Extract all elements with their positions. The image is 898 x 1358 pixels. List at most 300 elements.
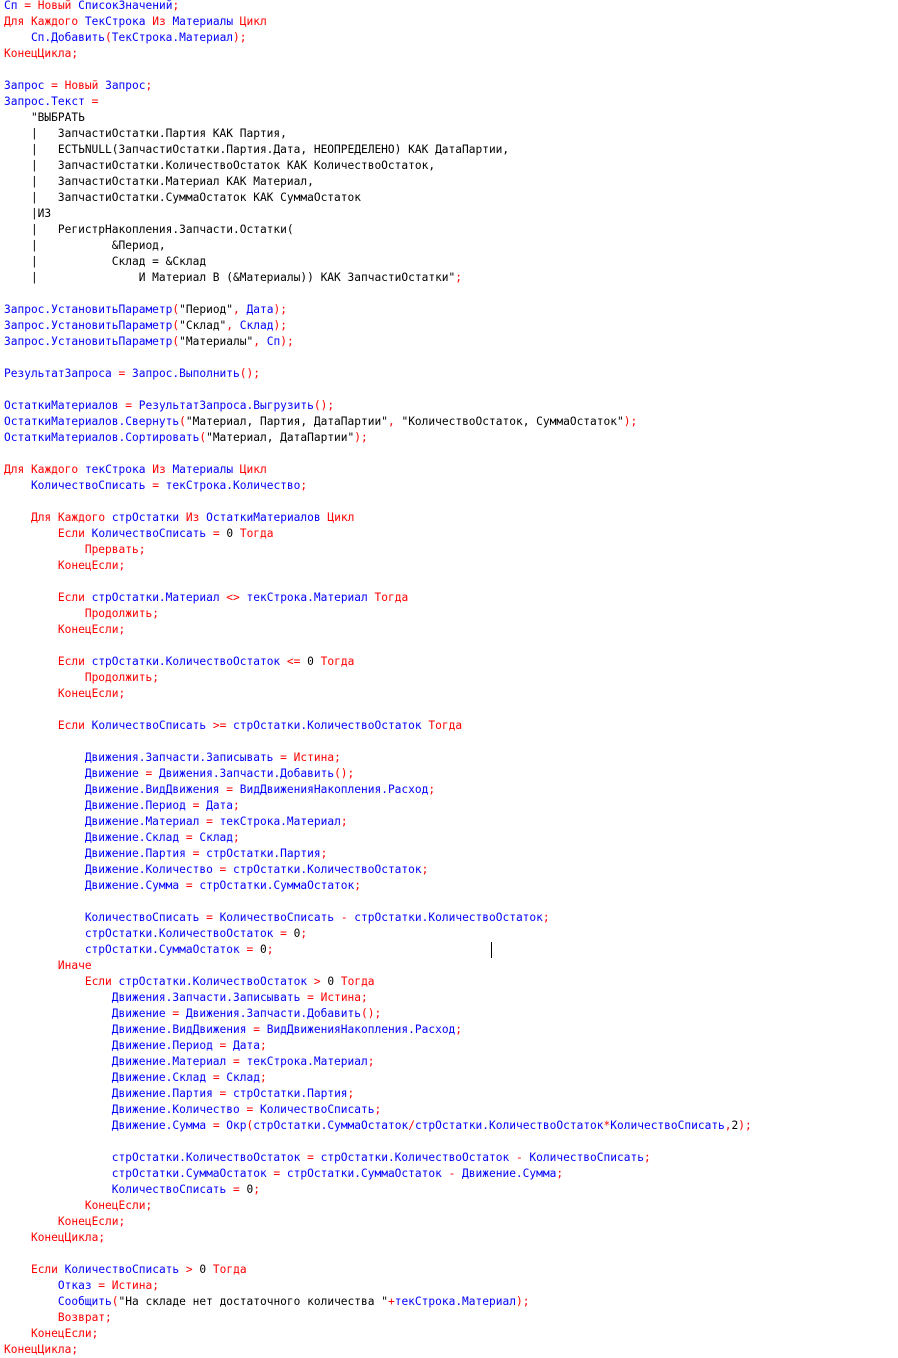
code-token: КоличествоСписать [4,911,207,924]
code-line [4,222,294,238]
code-token: ; [253,1183,261,1196]
code-token: стрОстатки.СуммаОстаток [4,943,247,956]
code-token: КоличествоСписать [212,911,341,924]
code-token: Если [57,591,85,604]
code-line [4,622,125,638]
code-token: КонецЦикла [4,1343,72,1356]
code-line [4,238,166,254]
code-token: стрОстатки.Материал [84,591,227,604]
code-token: КоличествоСписать [57,1263,186,1276]
code-token [31,0,38,12]
code-token: Сп [4,0,18,12]
code-token: , [387,415,395,428]
code-token [4,607,85,620]
code-token: Если [84,975,112,988]
code-token: Дата [199,799,234,812]
code-token [4,543,85,556]
code-token [4,1263,31,1276]
code-token: ); [354,431,368,444]
code-token: = [233,1183,240,1196]
code-token: | РегистрНакопления.Запчасти.Остатки( [4,223,294,236]
code-line [4,718,462,734]
code-token: КоличествоСписать [610,1119,725,1132]
code-token: Продолжить [84,607,153,620]
code-line [4,0,179,14]
code-token: Запрос.Текст [4,95,92,108]
code-token: текСтрока.Материал [394,1295,516,1308]
code-token: "Материалы" [179,335,254,348]
code-token: | ЗапчастиОстатки.СуммаОстаток КАК СуммаОстаток [4,191,361,204]
code-token [4,959,58,972]
code-token [4,687,58,700]
code-token: ; [266,943,274,956]
code-token: ; [118,687,126,700]
code-line [4,30,247,46]
code-token: >= [212,719,227,732]
code-token: ; [542,911,550,924]
code-token: ( [199,431,207,444]
code-token: ТекСтрока [78,15,153,28]
code-token: Цикл [239,463,267,476]
code-token: ОстаткиМатериалов [199,511,328,524]
code-token: Тогда [320,655,355,668]
code-line [4,398,334,414]
code-line [4,1054,375,1070]
code-token: КоличествоСписать [84,527,213,540]
code-token: , [226,319,234,332]
code-line [4,926,307,942]
code-token: стрОстатки.СуммаОстаток [253,1119,409,1132]
code-token [4,559,58,572]
code-token: Сп [259,335,281,348]
code-token: ; [233,831,240,844]
code-token: Движения.Запчасти.Добавить [152,767,335,780]
code-line [4,526,274,542]
code-token [314,991,321,1004]
code-token: ; [374,1103,382,1116]
code-token: ; [71,1343,79,1356]
code-token: КонецЕсли [57,559,119,572]
code-token: ; [91,1327,99,1340]
code-token: КоличествоСписать [84,719,213,732]
code-token [287,927,294,940]
code-token: текСтрока.Материал [239,1055,368,1068]
code-token: ; [556,1167,564,1180]
code-line [4,1086,354,1102]
code-line [4,654,354,670]
code-token: Движение.Материал [4,815,207,828]
code-token: стрОстатки.КоличествоОстаток [226,719,429,732]
code-token: Движение.Сумма [4,1119,213,1132]
code-token: - [448,1167,456,1180]
code-token: = [246,1103,254,1116]
code-token: ; [320,847,328,860]
code-token: = [125,399,132,412]
code-line [4,798,240,814]
code-token: ); [273,319,287,332]
code-token: 2 [731,1119,739,1132]
code-token: | И Материал В (&Материалы)) КАК ЗапчастиОстатки" [4,271,456,284]
code-token: ОстаткиМатериалов.Свернуть [4,415,180,428]
code-line [4,78,152,94]
code-token: ); [515,1295,530,1308]
code-token: ; [367,1055,375,1068]
code-line [4,1326,98,1342]
code-token: Новый [37,0,72,12]
code-token: Продолжить [84,671,153,684]
code-line [4,14,267,30]
code-token: ; [354,879,362,892]
code-token: ; [340,815,348,828]
code-token: ); [233,31,247,44]
code-token: "На складе нет достаточного количества " [118,1295,388,1308]
code-token: ; [172,0,180,12]
code-token: Из [185,511,200,524]
code-token: = [192,847,200,860]
code-token: ТекСтрока.Материал [111,31,234,44]
code-token: | Склад = &Склад [4,255,207,268]
code-token: ; [118,559,126,572]
code-token: КонецЦикла [4,47,72,60]
code-token: = [212,527,220,540]
code-token: Цикл [327,511,355,524]
code-token: ; [455,271,463,284]
code-token: ; [334,751,341,764]
code-token: ; [145,79,153,92]
code-token: ; [152,1279,159,1292]
code-token: 0 [246,1183,254,1196]
code-token: стрОстатки.КоличествоОстаток [84,655,287,668]
code-token: ( [172,335,180,348]
code-token: КонецЕсли [57,687,119,700]
code-token: ); [280,335,294,348]
code-token: = [280,751,287,764]
code-token: ; [259,1039,267,1052]
code-line [4,1022,462,1038]
code-token: | ЕСТЬNULL(ЗапчастиОстатки.Партия.Дата, НЕОПРЕДЕЛЕНО) КАК ДатаПартии, [4,143,510,156]
code-token: Склад [192,831,234,844]
code-token: ; [643,1151,651,1164]
code-token: = [98,1279,106,1292]
code-line [4,270,462,286]
code-token [4,1327,31,1340]
code-token: = [212,1071,220,1084]
code-line [4,958,92,974]
code-token: ; [300,927,308,940]
code-token: Движение.Сумма [4,879,186,892]
code-line [4,174,314,190]
code-token: = [212,1119,220,1132]
code-token: <> [226,591,240,604]
code-token [4,623,58,636]
code-token [206,1263,213,1276]
code-line [4,1166,563,1182]
code-line [4,414,637,430]
code-token: = [307,991,314,1004]
code-line [4,430,368,446]
code-token: Движение.Партия [4,1087,220,1100]
code-line [4,254,206,270]
code-token [4,1311,58,1324]
code-token [4,1199,85,1212]
code-token [287,751,294,764]
code-token: = [226,783,234,796]
code-token: ВидДвиженияНакопления.Расход [233,783,429,796]
code-token: = [206,911,213,924]
code-token: | ЗапчастиОстатки.Материал КАК Материал, [4,175,314,188]
code-token: = [273,1167,281,1180]
code-token: "Период" [179,303,234,316]
code-token: Истина [320,991,362,1004]
code-line [4,158,435,174]
code-token: = [280,927,287,940]
code-token: текСтрока.Материал [212,815,341,828]
code-token: 0 [199,1263,207,1276]
code-token: ; [145,1199,153,1212]
code-token: Запрос [4,79,52,92]
code-token: Материалы [165,15,240,28]
code-token: ; [233,799,240,812]
code-token: "ВЫБРАТЬ [4,111,85,124]
code-token: Если [57,655,85,668]
code-line [4,830,240,846]
code-token: , [233,303,240,316]
code-token: ; [98,1231,106,1244]
code-token: КоличествоСписать [4,1183,234,1196]
code-token: текСтрока.Материал [239,591,375,604]
code-token: |ИЗ [4,207,52,220]
code-token: Запрос.УстановитьПараметр [4,303,173,316]
code-token: ); [273,303,287,316]
code-token: - [515,1151,523,1164]
code-line [4,990,368,1006]
code-token: * [603,1119,611,1132]
code-token [334,975,341,988]
code-token: Движение.Количество [4,863,220,876]
code-token: = [253,1023,260,1036]
code-token: Сообщить [4,1295,112,1308]
code-token: = [91,95,99,108]
code-token: Движение.Период [4,799,193,812]
code-token: Прервать [84,543,139,556]
code-token: КонецЕсли [57,623,119,636]
code-line [4,942,273,958]
code-token [4,975,85,988]
code-line [4,1198,152,1214]
code-line [4,1182,260,1198]
code-token: ; [152,671,159,684]
code-line [4,750,341,766]
code-token: = [219,1087,227,1100]
code-line [4,1230,105,1246]
code-token: ); [623,415,638,428]
code-token: (); [313,399,335,412]
code-line [4,1214,125,1230]
code-token: (); [334,767,355,780]
code-token: стрОстатки.СуммаОстаток [4,1167,274,1180]
code-line [4,110,85,126]
code-token: ( [172,303,180,316]
code-line [4,1294,529,1310]
code-token: ВидДвиженияНакопления.Расход [259,1023,456,1036]
code-token: Если [57,719,85,732]
code-line [4,190,361,206]
code-token: Движение.Материал [4,1055,234,1068]
code-token: ; [105,1311,112,1324]
code-line [4,478,307,494]
code-line [4,814,348,830]
code-token: Склад [233,319,274,332]
code-line [4,974,375,990]
code-token: Дата [239,303,274,316]
code-token: ; [361,991,368,1004]
code-token: Каждого [30,15,79,28]
code-token: Истина [111,1279,153,1292]
code-token: 0 [307,655,314,668]
code-token: = [219,863,227,876]
code-token: Движение.Склад [4,1071,213,1084]
code-token: Из [152,463,166,476]
code-token: Иначе [57,959,92,972]
code-token: стрОстатки.КоличествоОстаток [111,975,314,988]
code-token: = [219,1039,227,1052]
code-token: | &Период, [4,239,166,252]
code-token: СписокЗначений [71,0,173,12]
code-token: ; [428,783,436,796]
code-token: | ЗапчастиОстатки.Партия КАК Партия, [4,127,287,140]
code-token [105,1279,112,1292]
code-token: = [24,0,31,12]
code-token: Движения.Запчасти.Добавить [179,1007,361,1020]
code-token: стрОстатки.КоличествоОстаток [4,927,281,940]
code-token: Движение [4,767,146,780]
code-line [4,334,294,350]
code-token: , [253,335,260,348]
code-token: - [340,911,348,924]
code-token: стрОстатки.СуммаОстаток [280,1167,449,1180]
code-line [4,462,267,478]
code-line [4,1278,159,1294]
code-token [4,671,85,684]
code-token: = [233,1055,240,1068]
code-token: "КоличествоОстаток, СуммаОстаток" [401,415,624,428]
code-token: Каждого [57,511,106,524]
code-token: , [724,1119,732,1132]
code-line [4,1118,752,1134]
code-token: Движение.Количество [4,1103,247,1116]
code-token: Движения.Запчасти.Записывать [4,751,281,764]
code-token: Тогда [340,975,375,988]
code-token: = [152,479,159,492]
code-token: "Материал, ДатаПартии" [206,431,355,444]
code-token: = [185,879,193,892]
code-line [4,910,550,926]
code-token: КонецЕсли [84,1199,146,1212]
code-token: Окр [219,1119,247,1132]
code-line [4,366,260,382]
code-token: ; [259,1071,267,1084]
code-token: Движение.ВидДвижения [4,783,227,796]
code-token: = [51,79,58,92]
code-token: Каждого [30,463,79,476]
code-line [4,1262,247,1278]
code-token: ; [152,607,159,620]
code-token: Склад [219,1071,260,1084]
code-token: 0 [293,927,301,940]
code-token [4,591,58,604]
code-token [51,511,58,524]
code-token: = [185,831,193,844]
code-token: Запрос [98,79,146,92]
code-token: Движение.Период [4,1039,220,1052]
code-token: + [387,1295,395,1308]
code-token: стрОстатки.КоличествоОстаток [4,1151,308,1164]
code-token: стрОстатки.КоличествоОстаток [226,863,422,876]
code-line [4,766,354,782]
code-line [4,126,287,142]
code-line [4,1150,651,1166]
code-line [4,1342,78,1358]
code-token: Возврат [57,1311,106,1324]
code-token: Запрос.УстановитьПараметр [4,319,173,332]
code-token: Движение.ВидДвижения [4,1023,254,1036]
code-token: = [192,799,200,812]
code-token: Новый [64,79,99,92]
code-token: Запрос.Выполнить [125,367,240,380]
code-token: КонецЕсли [30,1327,92,1340]
code-token: ( [105,31,112,44]
code-token: КоличествоСписать [522,1151,644,1164]
code-token: Сп.Добавить [4,31,106,44]
code-token: = [145,767,153,780]
code-token: ; [455,1023,463,1036]
code-token [4,527,58,540]
code-token: ; [118,1215,126,1228]
code-token: РезультатЗапроса [4,367,119,380]
code-line [4,46,78,62]
code-line [4,1038,267,1054]
code-token: Для [30,511,52,524]
code-token: текСтрока [78,463,153,476]
code-line [4,590,408,606]
code-token: Для [4,463,25,476]
code-token: <= [286,655,301,668]
code-token: Тогда [428,719,463,732]
code-line [4,1070,267,1086]
code-token: Движения.Запчасти.Записывать [4,991,308,1004]
code-token: Запрос.УстановитьПараметр [4,335,173,348]
code-token: стрОстатки.Партия [226,1087,348,1100]
code-line [4,558,125,574]
code-token: стрОстатки.КоличествоОстаток [347,911,543,924]
code-token: ( [179,415,186,428]
code-line [4,846,327,862]
code-token: ; [118,623,126,636]
code-token [4,511,31,524]
code-line [4,606,159,622]
code-token: > [313,975,321,988]
code-token: = [246,943,254,956]
code-token: | ЗапчастиОстатки.КоличествоОстаток КАК КоличествоОстаток, [4,159,436,172]
code-line [4,510,354,526]
code-token [240,1183,247,1196]
code-line [4,542,145,558]
code-line [4,670,159,686]
code-token: Движение.Партия [4,847,193,860]
code-token: Если [30,1263,58,1276]
code-token: Тогда [239,527,274,540]
code-token: ; [300,479,308,492]
